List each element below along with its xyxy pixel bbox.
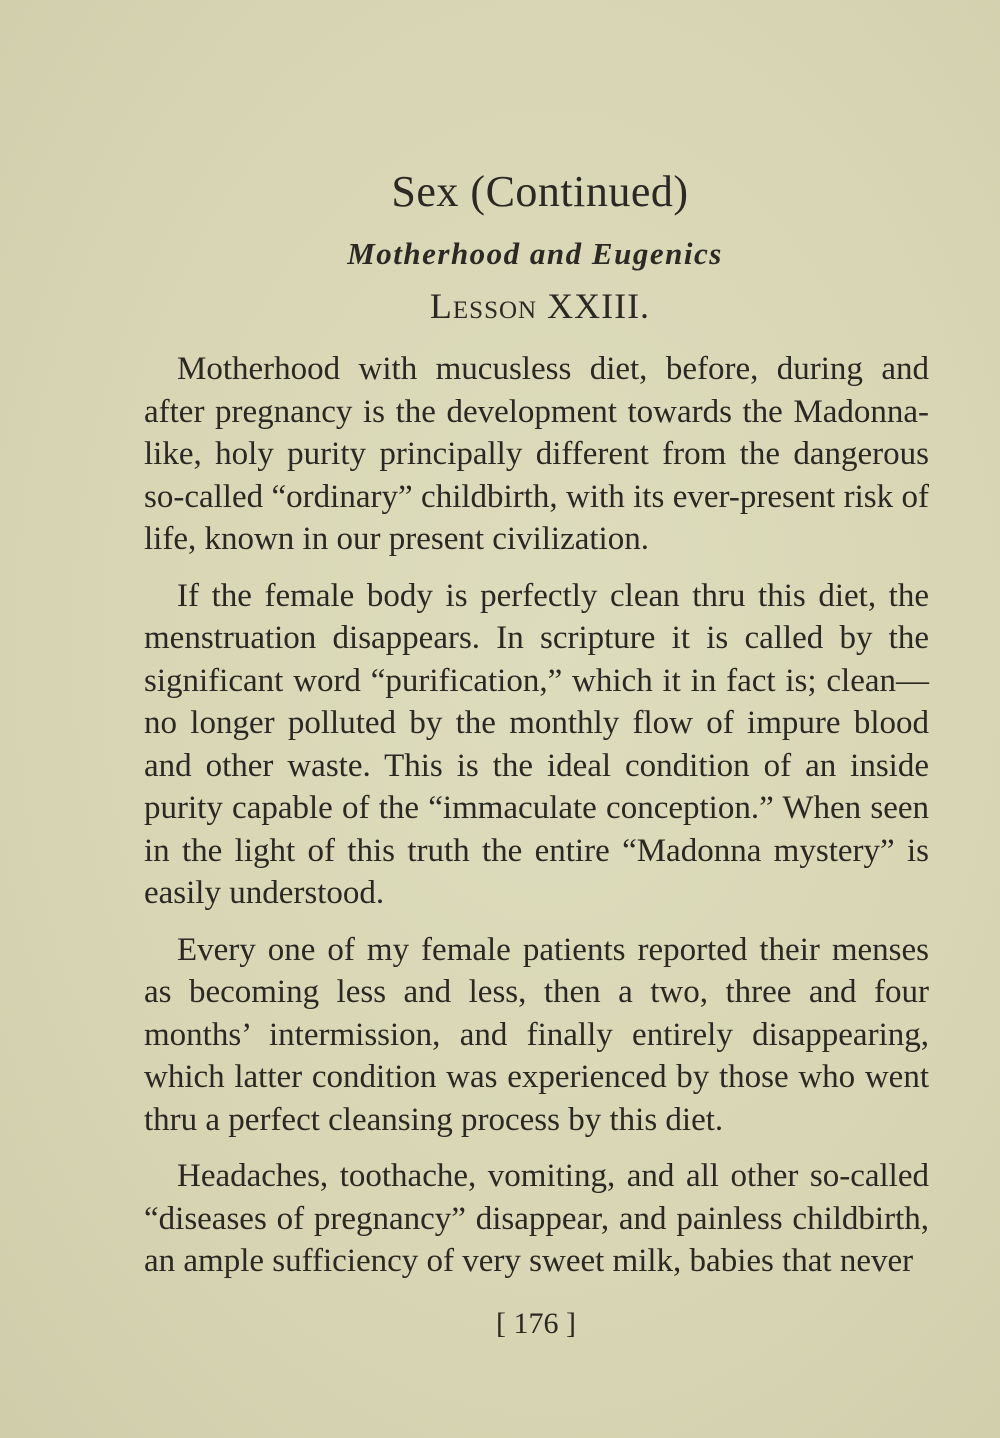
paragraph-2: If the female body is perfectly clean thru this diet, the menstruation disappears. In scripture it is called by the significant word “purification,” which it in fact is; clean— no longer polluted by the monthly flow of impure blood and other waste. This is the ideal condition of an inside purity capable of the “immaculate conception.” When seen in the light of this truth the entire “Madonna mystery” is easily understood. bbox=[144, 577, 929, 911]
body-text bbox=[144, 348, 929, 1297]
paragraph-4: Headaches, toothache, vomiting, and all other so-called “diseases of pregnancy” disappear, and painless childbirth, an ample sufficiency of very sweet milk, babies that never bbox=[144, 1158, 929, 1279]
chapter-subtitle: Motherhood and Eugenics bbox=[347, 236, 723, 271]
chapter-title: Sex (Continued) bbox=[391, 167, 689, 216]
page-number: [ 176 ] bbox=[496, 1307, 576, 1340]
lesson-heading: Lesson XXIII. bbox=[429, 286, 651, 326]
paragraph-3: Every one of my female patients reported their menses as becoming less and less, then a two, three and four months’ intermission, and finally entirely disappearing, which latter condition was experienced by those who went thru a perfect cleansing process by this diet. bbox=[144, 931, 929, 1138]
paragraph-1: Motherhood with mucusless diet, before, during and after pregnancy is the development towards the Madonna-like, holy purity principally different from the dangerous so-called “ordinary” childbirth, with its ever-present risk of life, known in our present civilization. bbox=[144, 351, 929, 557]
